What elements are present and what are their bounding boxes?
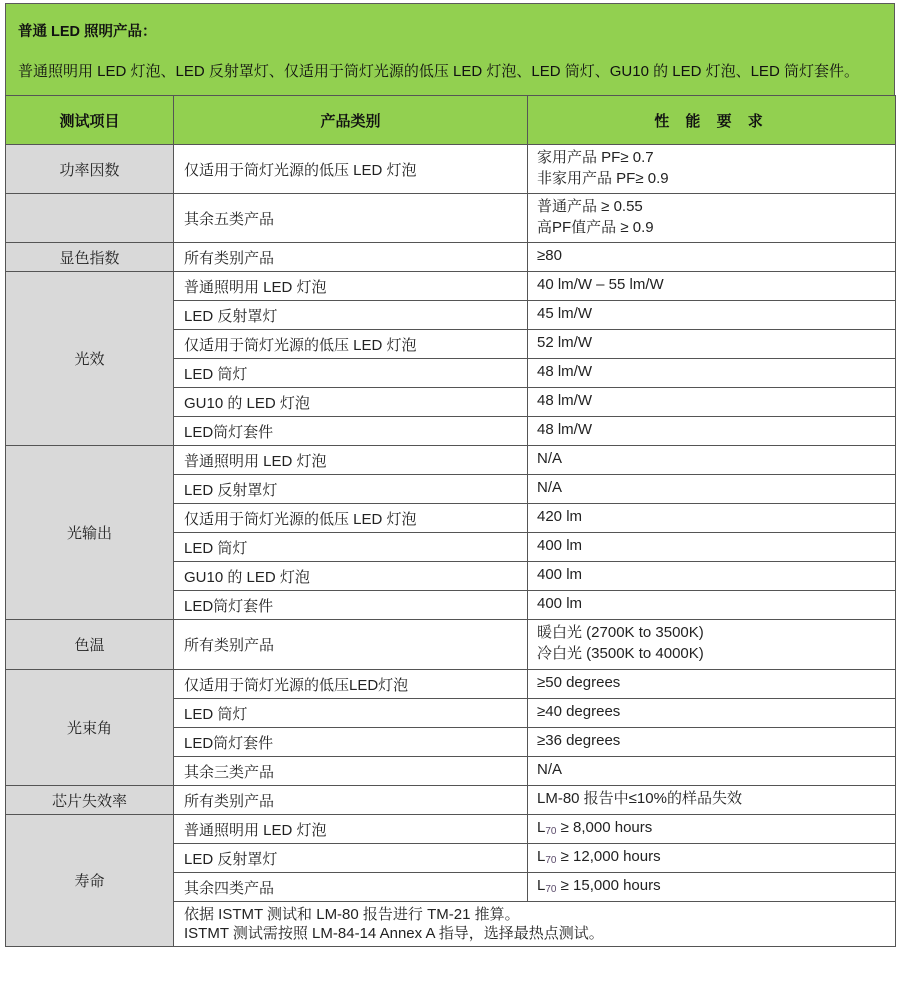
- requirement-cell: [528, 844, 896, 873]
- product-list-description: 普通照明用 LED 灯泡、LED 反射罩灯、仅适用于筒灯光源的低压 LED 灯泡、LED 筒灯、GU10 的 LED 灯泡、LED 筒灯套件。: [18, 63, 859, 80]
- category-cell: LED 反射罩灯: [174, 844, 528, 873]
- requirement-cell: [528, 815, 896, 844]
- header-performance-requirement: 性 能 要 求: [528, 96, 896, 145]
- test-item-empty: [6, 194, 174, 243]
- lifetime-prefix: L: [537, 819, 546, 836]
- test-item-cri: 显色指数: [6, 243, 174, 272]
- requirement-line: 冷白光 (3500K to 4000K): [537, 645, 704, 662]
- lifetime-subscript: 70: [545, 855, 557, 866]
- test-item-light-output: 光输出: [6, 446, 174, 620]
- table-row: [6, 272, 896, 301]
- test-item-power-factor: 功率因数: [6, 145, 174, 194]
- category-cell: 所有类别产品: [174, 620, 528, 670]
- category-cell: 普通照明用 LED 灯泡: [174, 272, 528, 301]
- table-row: [6, 243, 896, 272]
- requirement-cell: ≥36 degrees: [528, 728, 896, 757]
- requirement-cell: [528, 620, 896, 670]
- table-row: [6, 145, 896, 194]
- requirement-cell: 40 lm/W – 55 lm/W: [528, 272, 896, 301]
- category-cell: LED筒灯套件: [174, 728, 528, 757]
- table-row: [6, 446, 896, 475]
- test-item-chip-failure: 芯片失效率: [6, 786, 174, 815]
- test-item-lifetime: 寿命: [6, 815, 174, 947]
- requirement-cell: N/A: [528, 757, 896, 786]
- category-cell: LED 筒灯: [174, 359, 528, 388]
- category-cell: 所有类别产品: [174, 243, 528, 272]
- category-cell: 仅适用于筒灯光源的低压 LED 灯泡: [174, 504, 528, 533]
- test-item-beam-angle: 光束角: [6, 670, 174, 786]
- category-cell: GU10 的 LED 灯泡: [174, 562, 528, 591]
- requirement-cell: 400 lm: [528, 533, 896, 562]
- requirements-table: [5, 95, 896, 947]
- category-cell: 普通照明用 LED 灯泡: [174, 446, 528, 475]
- lifetime-value: ≥ 15,000 hours: [556, 877, 661, 894]
- requirement-cell: 45 lm/W: [528, 301, 896, 330]
- requirement-cell: ≥40 degrees: [528, 699, 896, 728]
- category-cell: 其余三类产品: [174, 757, 528, 786]
- category-cell: 其余四类产品: [174, 873, 528, 902]
- requirement-cell: ≥50 degrees: [528, 670, 896, 699]
- requirement-cell: [528, 194, 896, 243]
- requirement-cell: 400 lm: [528, 591, 896, 620]
- table-row: [6, 786, 896, 815]
- requirement-cell: 52 lm/W: [528, 330, 896, 359]
- table-row: [6, 194, 896, 243]
- section-heading: 普通 LED 照明产品：: [18, 24, 157, 40]
- lifetime-prefix: L: [537, 848, 546, 865]
- test-item-cct: 色温: [6, 620, 174, 670]
- lifetime-value: ≥ 12,000 hours: [556, 848, 661, 865]
- requirement-cell: 48 lm/W: [528, 359, 896, 388]
- table-row: [6, 815, 896, 844]
- requirement-cell: N/A: [528, 475, 896, 504]
- requirement-cell: N/A: [528, 446, 896, 475]
- table-row: [6, 620, 896, 670]
- requirement-cell: 400 lm: [528, 562, 896, 591]
- category-cell: 其余五类产品: [174, 194, 528, 243]
- category-cell: 普通照明用 LED 灯泡: [174, 815, 528, 844]
- category-cell: GU10 的 LED 灯泡: [174, 388, 528, 417]
- requirement-cell: LM-80 报告中≤10%的样品失效: [528, 786, 896, 815]
- requirement-cell: [528, 145, 896, 194]
- requirement-cell: 48 lm/W: [528, 388, 896, 417]
- requirement-line: 暖白光 (2700K to 3500K): [537, 624, 704, 641]
- requirement-line: 普通产品 ≥ 0.55: [537, 198, 643, 215]
- category-cell: LED筒灯套件: [174, 591, 528, 620]
- test-item-efficacy: 光效: [6, 272, 174, 446]
- table-row: [6, 670, 896, 699]
- lifetime-note: [174, 902, 896, 947]
- category-cell: LED 筒灯: [174, 699, 528, 728]
- category-cell: 仅适用于筒灯光源的低压 LED 灯泡: [174, 145, 528, 194]
- category-cell: LED 筒灯: [174, 533, 528, 562]
- category-cell: 仅适用于筒灯光源的低压 LED 灯泡: [174, 330, 528, 359]
- title-band: [5, 3, 895, 95]
- lifetime-prefix: L: [537, 877, 546, 894]
- spec-sheet: [5, 3, 895, 947]
- header-test-item: 测试项目: [6, 96, 174, 145]
- note-line: 依据 ISTMT 测试和 LM-80 报告进行 TM-21 推算。: [184, 906, 520, 923]
- requirement-cell: [528, 873, 896, 902]
- requirement-cell: 420 lm: [528, 504, 896, 533]
- requirement-cell: ≥80: [528, 243, 896, 272]
- category-cell: LED筒灯套件: [174, 417, 528, 446]
- category-cell: 所有类别产品: [174, 786, 528, 815]
- requirement-cell: 48 lm/W: [528, 417, 896, 446]
- requirement-line: 非家用产品 PF≥ 0.9: [537, 170, 669, 187]
- category-cell: LED 反射罩灯: [174, 475, 528, 504]
- header-product-category: 产品类别: [174, 96, 528, 145]
- note-line: ISTMT 测试需按照 LM-84-14 Annex A 指导，选择最热点测试。: [184, 925, 604, 942]
- category-cell: 仅适用于筒灯光源的低压LED灯泡: [174, 670, 528, 699]
- requirement-line: 高PF值产品 ≥ 0.9: [537, 219, 654, 236]
- category-cell: LED 反射罩灯: [174, 301, 528, 330]
- table-header-row: [6, 96, 896, 145]
- lifetime-subscript: 70: [545, 884, 557, 895]
- requirement-line: 家用产品 PF≥ 0.7: [537, 149, 654, 166]
- lifetime-subscript: 70: [545, 826, 557, 837]
- lifetime-value: ≥ 8,000 hours: [556, 819, 653, 836]
